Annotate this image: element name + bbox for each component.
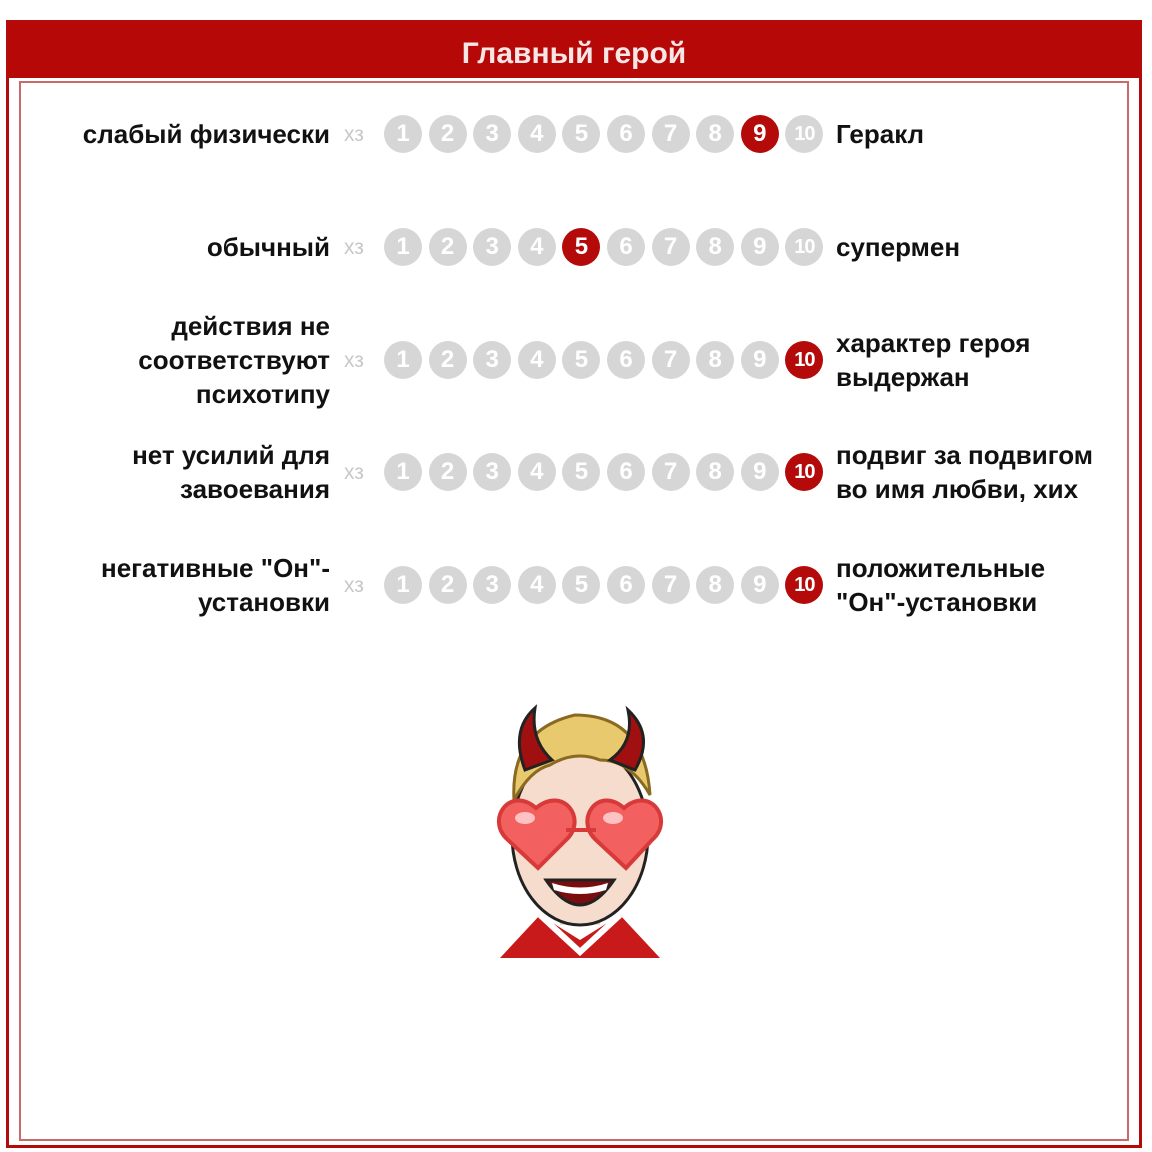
- rating-dot[interactable]: 6: [607, 453, 645, 491]
- left-label: [30, 117, 330, 151]
- rating-dot-selected[interactable]: 9: [741, 115, 779, 153]
- rating-dot[interactable]: 8: [696, 453, 734, 491]
- rating-dot[interactable]: 1: [384, 341, 422, 379]
- rating-dot[interactable]: 3: [473, 228, 511, 266]
- devil-heart-glasses-avatar-icon: [480, 690, 680, 970]
- right-label-line: Геракл: [836, 119, 925, 149]
- left-label: [30, 309, 330, 411]
- rating-dot[interactable]: 10: [785, 115, 823, 153]
- rating-dot[interactable]: 4: [518, 566, 556, 604]
- right-label-line: "Он"-установки: [836, 587, 1038, 617]
- left-label-line: нет усилий для: [132, 440, 330, 470]
- rating-dot[interactable]: 7: [652, 341, 690, 379]
- rating-dot[interactable]: 4: [518, 341, 556, 379]
- rating-dot[interactable]: 5: [562, 566, 600, 604]
- rating-dot[interactable]: 9: [741, 566, 779, 604]
- left-label-line: слабый физически: [82, 119, 330, 149]
- rating-dot[interactable]: 5: [562, 115, 600, 153]
- unknown-option[interactable]: хз: [344, 123, 364, 146]
- rating-dot[interactable]: 4: [518, 453, 556, 491]
- rating-dot-selected[interactable]: 10: [785, 566, 823, 604]
- rating-dot[interactable]: 7: [652, 228, 690, 266]
- rating-dot-selected[interactable]: 10: [785, 453, 823, 491]
- unknown-option[interactable]: хз: [344, 461, 364, 484]
- left-label-line: соответствуют: [138, 345, 330, 375]
- left-label: [30, 551, 330, 619]
- rating-dot[interactable]: 4: [518, 115, 556, 153]
- rating-dot[interactable]: 6: [607, 115, 645, 153]
- rating-dot[interactable]: 7: [652, 453, 690, 491]
- rating-dot[interactable]: 9: [741, 228, 779, 266]
- right-label-line: во имя любви, хих: [836, 474, 1079, 504]
- rating-dot[interactable]: 1: [384, 115, 422, 153]
- right-label: [836, 230, 1146, 264]
- left-label-line: психотипу: [195, 379, 330, 409]
- rating-dot[interactable]: 3: [473, 566, 511, 604]
- left-label-line: обычный: [206, 232, 330, 262]
- rating-dot[interactable]: 2: [429, 453, 467, 491]
- right-label-line: положительные: [836, 553, 1046, 583]
- rating-dot[interactable]: 8: [696, 228, 734, 266]
- rating-dot[interactable]: 9: [741, 453, 779, 491]
- rating-dot[interactable]: 9: [741, 341, 779, 379]
- right-label-line: подвиг за подвигом: [836, 440, 1094, 470]
- left-label: [30, 230, 330, 264]
- rating-dot[interactable]: 8: [696, 115, 734, 153]
- rating-dot[interactable]: 1: [384, 566, 422, 604]
- rating-dot[interactable]: 3: [473, 341, 511, 379]
- rating-dot[interactable]: 10: [785, 228, 823, 266]
- rating-dot[interactable]: 5: [562, 341, 600, 379]
- rating-dot[interactable]: 6: [607, 228, 645, 266]
- card-title: Главный герой: [9, 23, 1139, 78]
- rating-dot[interactable]: 8: [696, 566, 734, 604]
- rating-dot-selected[interactable]: 10: [785, 341, 823, 379]
- rating-dot[interactable]: 7: [652, 115, 690, 153]
- rating-dot[interactable]: 7: [652, 566, 690, 604]
- left-label-line: негативные "Он"-: [101, 553, 330, 583]
- right-label-line: характер героя: [836, 328, 1031, 358]
- rating-dot[interactable]: 2: [429, 341, 467, 379]
- rating-dot[interactable]: 2: [429, 228, 467, 266]
- left-label-line: завоевания: [180, 474, 330, 504]
- rating-dot-selected[interactable]: 5: [562, 228, 600, 266]
- rating-dot[interactable]: 6: [607, 566, 645, 604]
- right-label: [836, 551, 1146, 619]
- right-label: [836, 326, 1146, 394]
- unknown-option[interactable]: хз: [344, 574, 364, 597]
- rating-dot[interactable]: 6: [607, 341, 645, 379]
- right-label: [836, 438, 1146, 506]
- rating-dot[interactable]: 3: [473, 115, 511, 153]
- left-label: [30, 438, 330, 506]
- right-label: [836, 117, 1146, 151]
- rating-dot[interactable]: 1: [384, 228, 422, 266]
- rating-dot[interactable]: 1: [384, 453, 422, 491]
- unknown-option[interactable]: хз: [344, 349, 364, 372]
- unknown-option[interactable]: хз: [344, 236, 364, 259]
- left-label-line: установки: [197, 587, 330, 617]
- right-label-line: супермен: [836, 232, 961, 262]
- rating-dot[interactable]: 2: [429, 566, 467, 604]
- right-label-line: выдержан: [836, 362, 970, 392]
- rating-dot[interactable]: 3: [473, 453, 511, 491]
- rating-dot[interactable]: 8: [696, 341, 734, 379]
- left-label-line: действия не: [171, 311, 330, 341]
- rating-dot[interactable]: 5: [562, 453, 600, 491]
- rating-dot[interactable]: 2: [429, 115, 467, 153]
- rating-dot[interactable]: 4: [518, 228, 556, 266]
